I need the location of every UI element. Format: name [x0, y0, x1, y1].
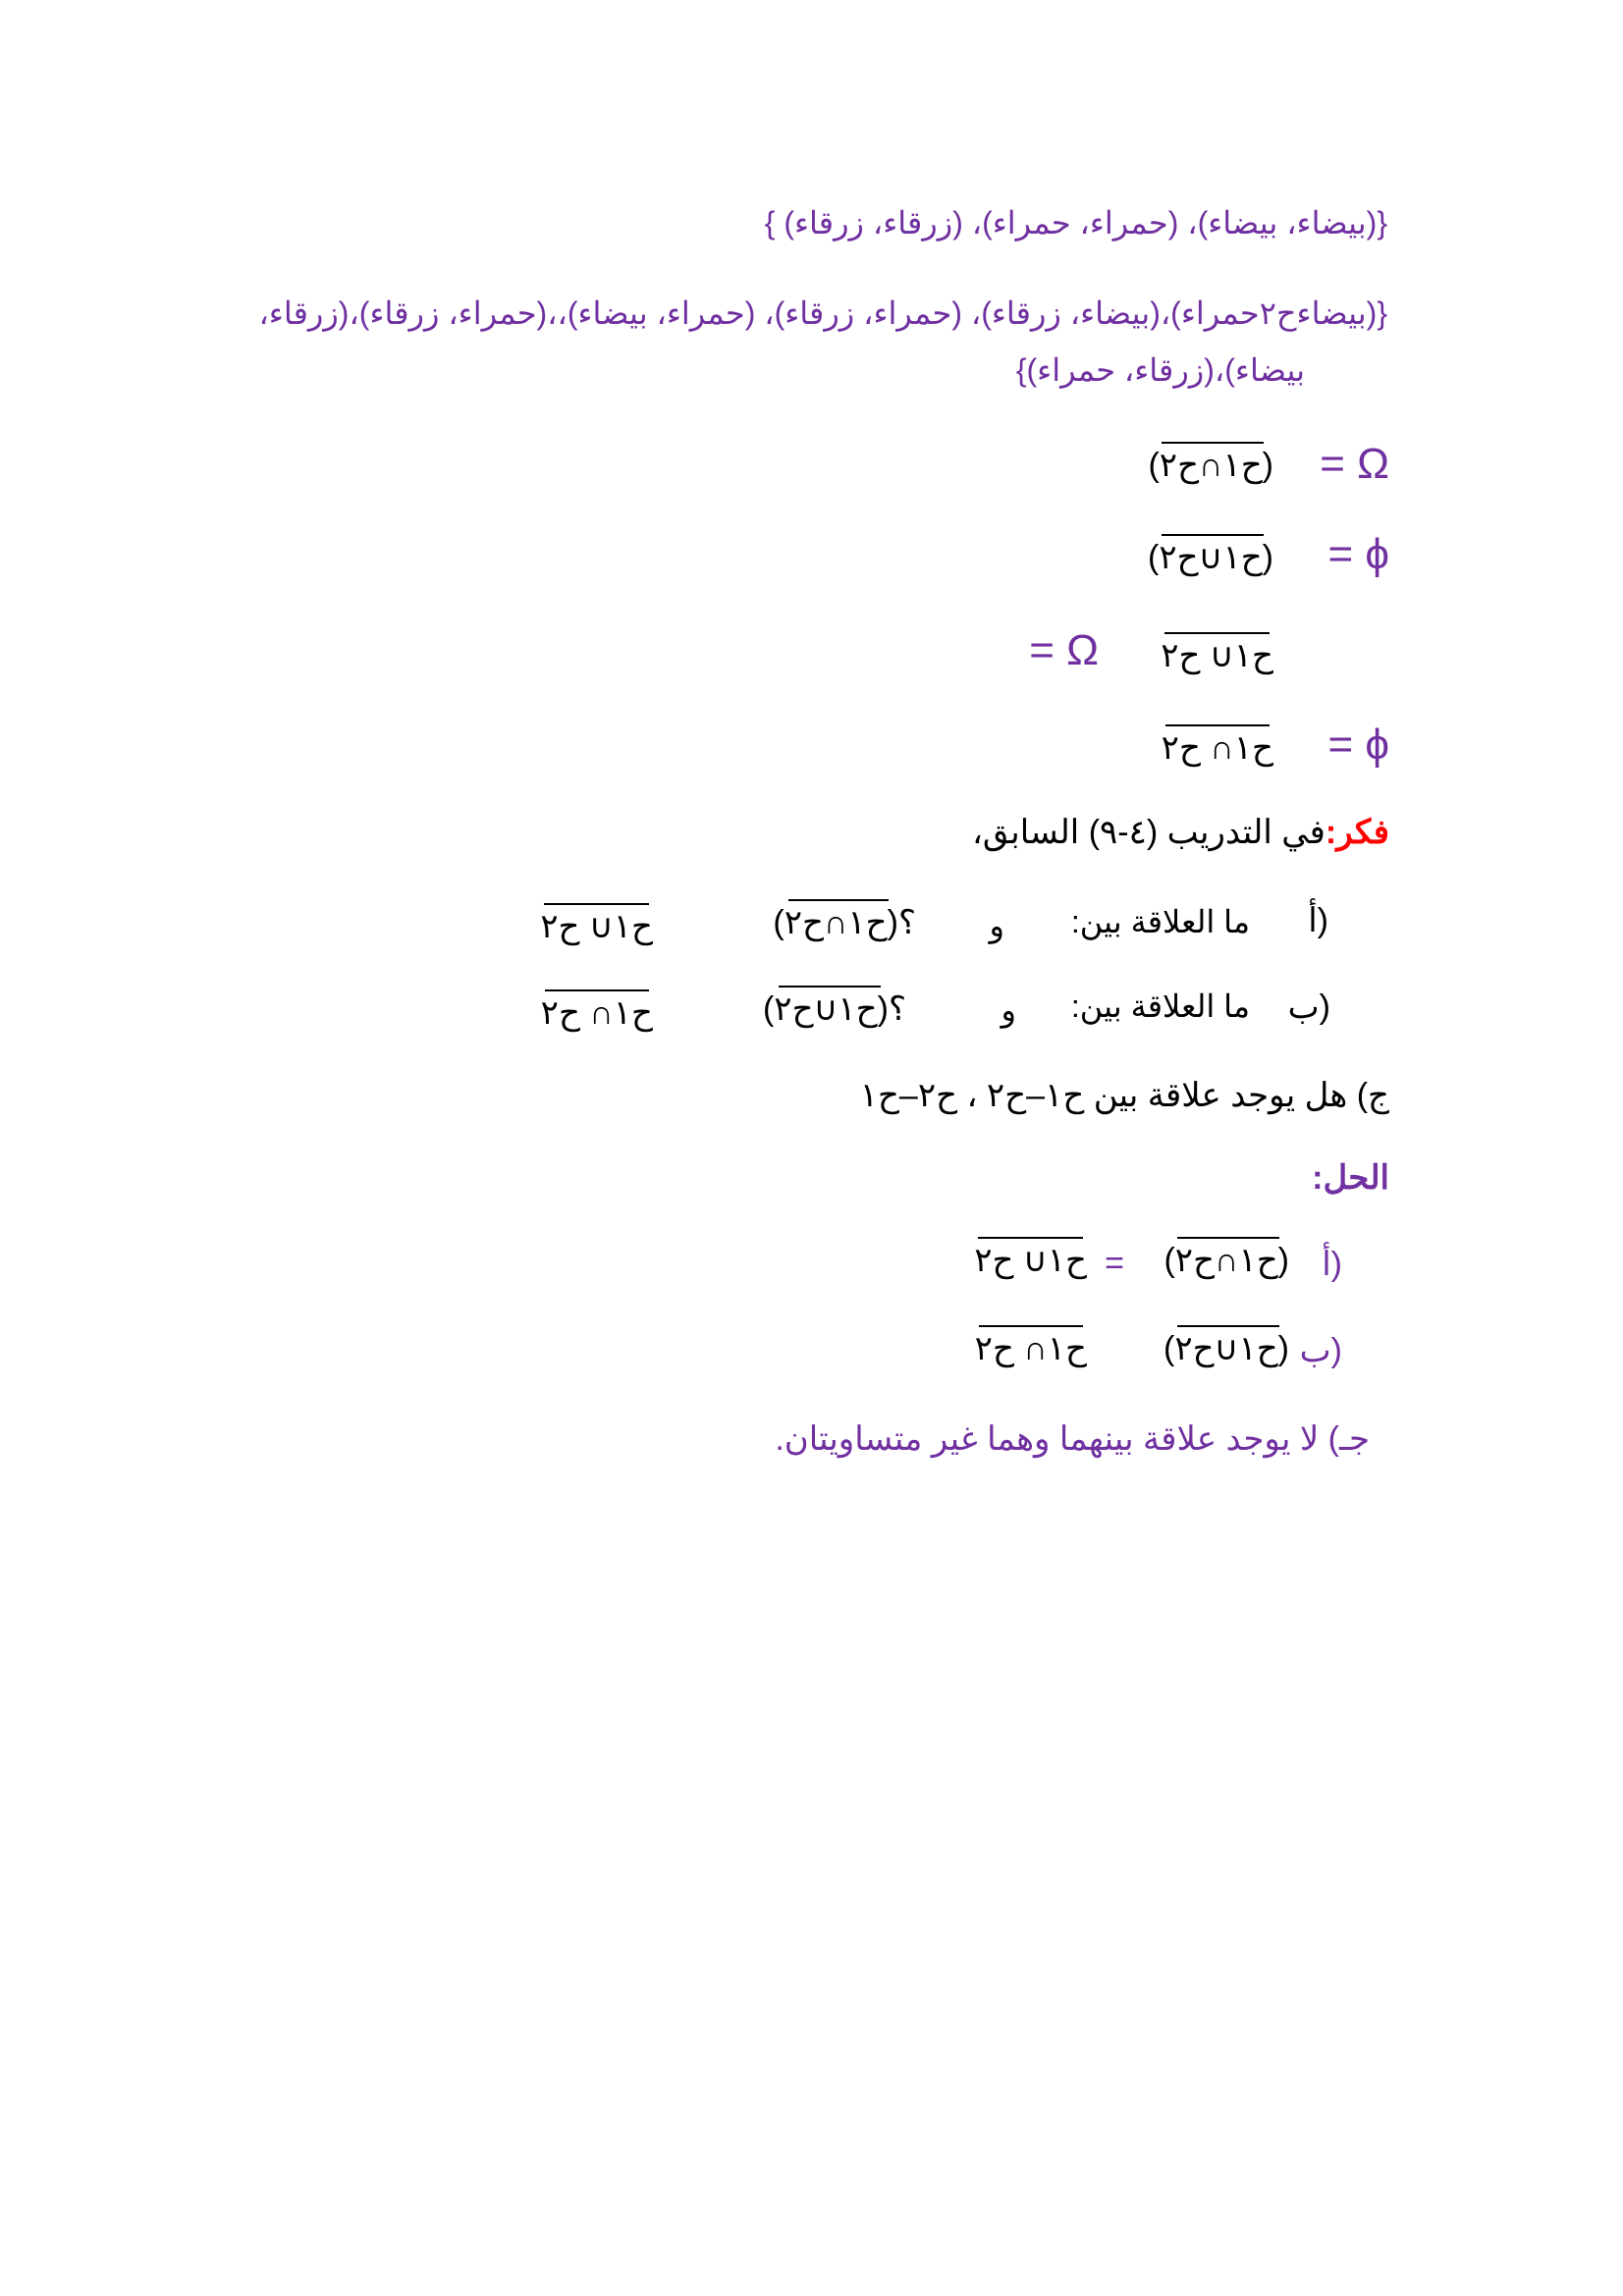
question-b-comp: ح١∩ ح٢ [541, 993, 653, 1033]
solution-a-expr: (ح١∩ح٢) [1163, 1241, 1289, 1280]
question-a-text: ما العلاقة بين: [1070, 904, 1250, 939]
overline [979, 1325, 1083, 1327]
union-bar-expr-1: (ح١∪ح٢) [1148, 538, 1273, 577]
question-b-expr: (ح١∪ح٢)؟ [763, 989, 906, 1029]
solution-a-label: أ) [1322, 1246, 1342, 1283]
complement-inter-1: ح١∩ ح٢ [1162, 728, 1273, 768]
think-label: فكر: [1325, 814, 1389, 851]
overline [544, 903, 649, 905]
solution-c: جـ) لا يوجد علاقة بينهما وهما غير متساويتان. [775, 1420, 1370, 1458]
overline [1177, 1237, 1279, 1239]
overline [545, 989, 649, 991]
question-a-comp: ح١∪ ح٢ [540, 907, 653, 946]
omega-equals-right: = Ω [1029, 626, 1099, 674]
set-line-2a: {(بيضاءح٢حمراء)،(بيضاء، زرقاء)، (حمراء، زرقاء)، (حمراء، بيضاء)،،(حمراء، زرقاء)،(زرقاء، [258, 295, 1387, 331]
think-line [972, 813, 1389, 852]
solution-a-comp: ح١∪ ح٢ [974, 1241, 1087, 1280]
overline [1177, 1325, 1279, 1327]
omega-equals: = Ω [1320, 440, 1389, 488]
set-line-2b: بيضاء)،(زرقاء، حمراء)} [1015, 352, 1305, 388]
overline [1162, 442, 1264, 444]
solution-b-expr: (ح١∪ح٢) [1163, 1329, 1289, 1368]
question-b-text: ما العلاقة بين: [1070, 988, 1250, 1024]
overline [1164, 632, 1270, 634]
overline [779, 986, 881, 988]
complement-union-1: ح١∪ ح٢ [1161, 636, 1273, 675]
question-b-label: ب) [1287, 988, 1330, 1026]
think-text: في التدريب (٤-٩) السابق، [971, 814, 1325, 851]
set-line-1: {(بيضاء، بيضاء)، (حمراء، حمراء)، (زرقاء، زرقاء) } [764, 205, 1387, 240]
phi-equals-2: = ϕ [1327, 721, 1389, 769]
solution-b-comp: ح١∩ ح٢ [975, 1329, 1087, 1368]
solution-title: الحل: [1312, 1159, 1389, 1197]
solution-b-label: ب) [1299, 1332, 1342, 1369]
overline [1162, 534, 1264, 536]
overline [788, 899, 889, 901]
inter-bar-expr-1: (ح١∩ح٢) [1148, 446, 1273, 485]
question-a-label: أ) [1308, 902, 1328, 939]
question-a-expr: (ح١∩ح٢)؟ [773, 903, 916, 942]
phi-equals: = ϕ [1327, 530, 1389, 578]
solution-a-eq: = [1105, 1245, 1124, 1282]
question-a-and: و [989, 908, 1004, 943]
question-c: ج) هل يوجد علاقة بين ح١–ح٢ ، ح٢–ح١ [859, 1077, 1389, 1114]
overline [978, 1237, 1083, 1239]
question-b-and: و [1001, 992, 1016, 1028]
overline [1165, 724, 1270, 726]
